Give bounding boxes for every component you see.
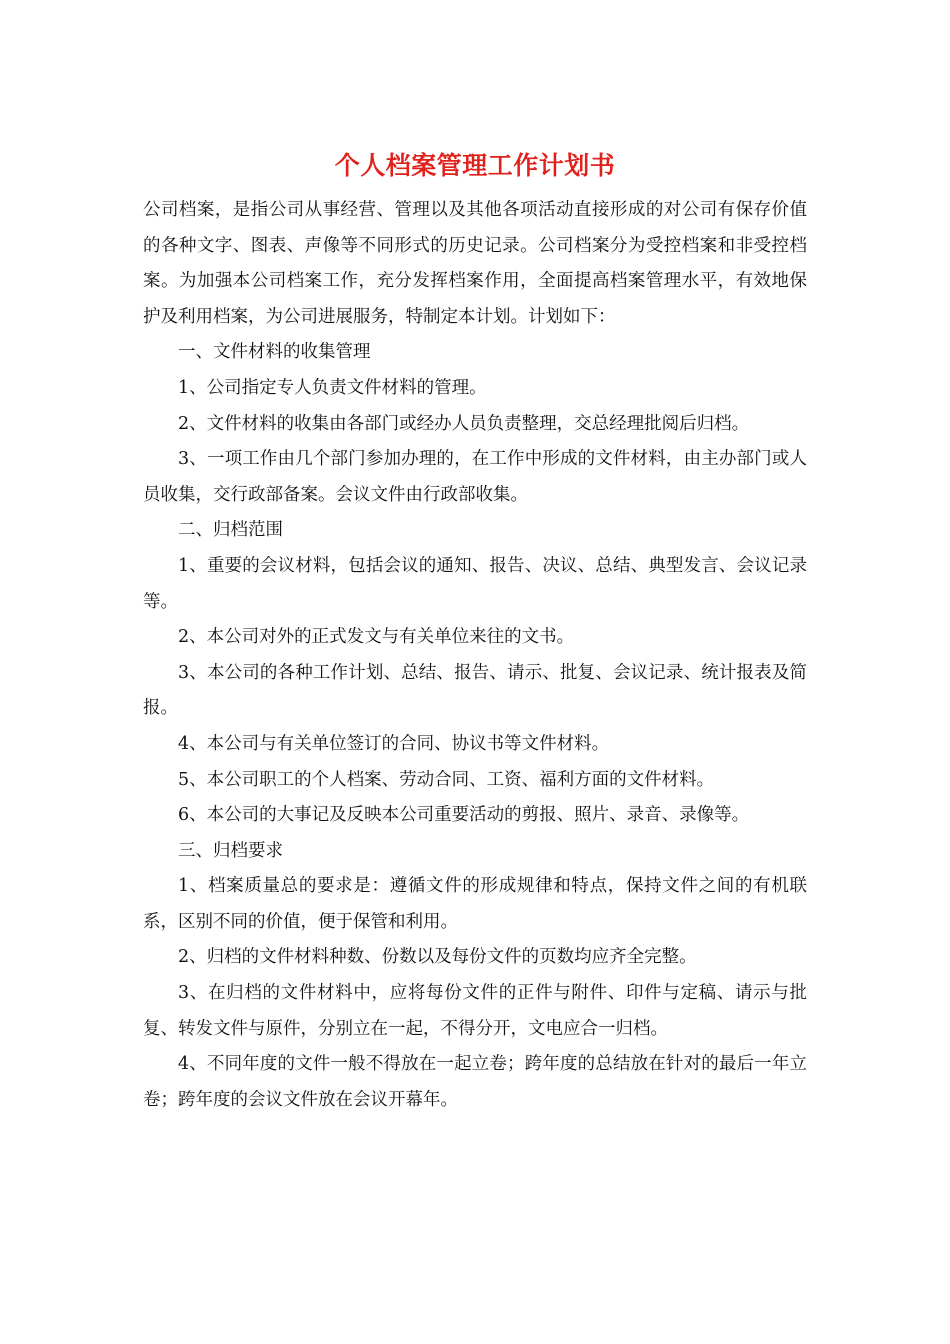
paragraph: 4、本公司与有关单位签订的合同、协议书等文件材料。 bbox=[178, 733, 610, 754]
paragraph: 6、本公司的大事记及反映本公司重要活动的剪报、照片、录音、录像等。 bbox=[178, 805, 750, 826]
paragraph: 4、不同年度的文件一般不得放在一起立卷；跨年度的总结放在针对的最后一年立卷；跨年度的会议文件放在会议开幕年。 bbox=[143, 1054, 807, 1110]
paragraph: 1、公司指定专人负责文件材料的管理。 bbox=[178, 377, 487, 398]
paragraph: 3、在归档的文件材料中，应将每份文件的正件与附件、印件与定稿、请示与批复、转发文件与原件，分别立在一起，不得分开，文电应合一归档。 bbox=[143, 983, 807, 1039]
section-heading-requirements: 三、归档要求 bbox=[178, 840, 283, 861]
paragraph: 2、归档的文件材料种数、份数以及每份文件的页数均应齐全完整。 bbox=[178, 947, 697, 968]
paragraph: 1、重要的会议材料，包括会议的通知、报告、决议、总结、典型发言、会议记录等。 bbox=[143, 555, 807, 612]
document-body bbox=[143, 193, 807, 1118]
section-heading-scope: 二、归档范围 bbox=[178, 520, 283, 541]
section-heading-collection: 一、文件材料的收集管理 bbox=[178, 342, 371, 363]
paragraph: 5、本公司职工的个人档案、劳动合同、工资、福利方面的文件材料。 bbox=[178, 769, 715, 790]
paragraph: 3、本公司的各种工作计划、总结、报告、请示、批复、会议记录、统计报表及简报。 bbox=[143, 662, 807, 719]
paragraph: 3、一项工作由几个部门参加办理的，在工作中形成的文件材料，由主办部门或人员收集，交行政部备案。会议文件由行政部收集。 bbox=[143, 449, 807, 505]
intro-paragraph: 公司档案，是指公司从事经营、管理以及其他各项活动直接形成的对公司有保存价值的各种文字、图表、声像等不同形式的历史记录。公司档案分为受控档案和非受控档案。为加强本公司档案工作，充分发挥档案作用，全面提高档案管理水平，有效地保护及利用档案，为公司进展服务，特制定本计划。计划如下： bbox=[143, 200, 807, 327]
paragraph: 2、本公司对外的正式发文与有关单位来往的文书。 bbox=[178, 627, 575, 648]
document-title: 个人档案管理工作计划书 bbox=[334, 151, 616, 180]
paragraph: 2、文件材料的收集由各部门或经办人员负责整理，交总经理批阅后归档。 bbox=[178, 413, 750, 434]
paragraph: 1、档案质量总的要求是：遵循文件的形成规律和特点，保持文件之间的有机联系，区别不同的价值，便于保管和利用。 bbox=[143, 876, 807, 932]
